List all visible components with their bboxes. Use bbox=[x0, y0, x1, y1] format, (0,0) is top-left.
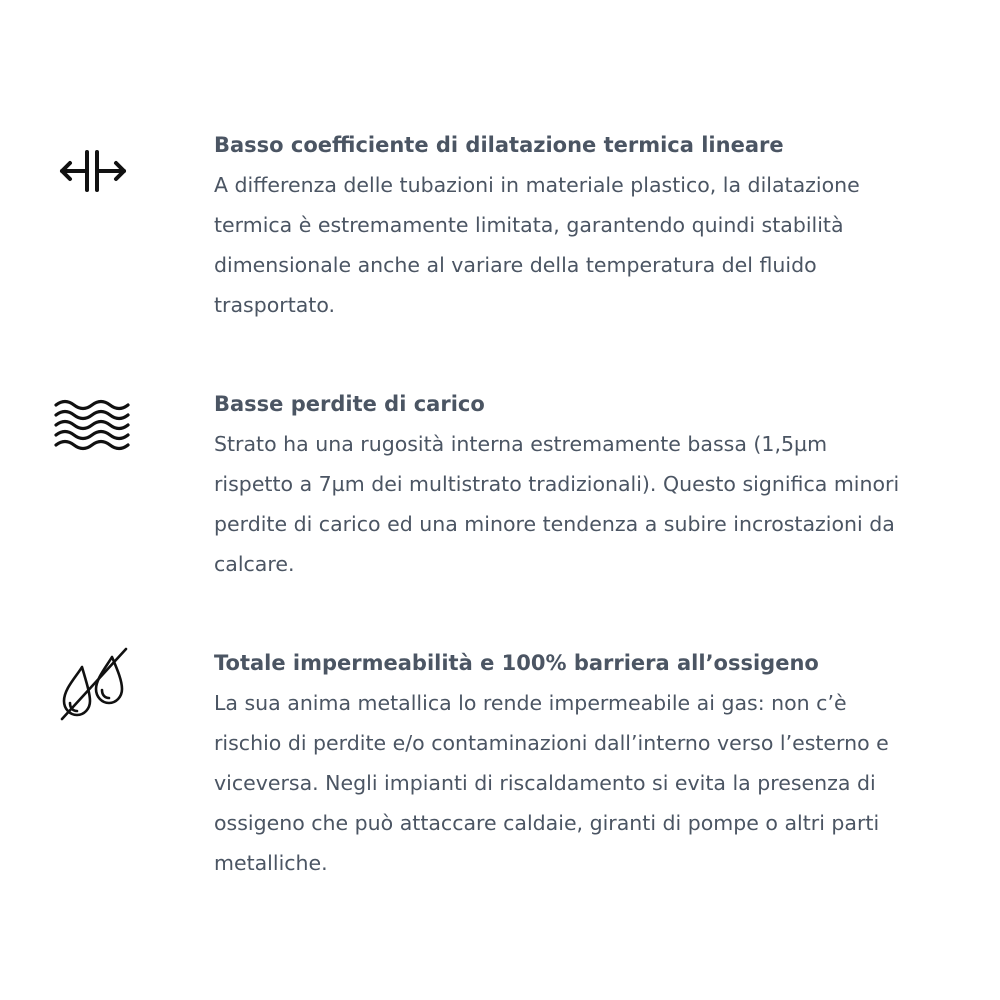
waves-icon bbox=[52, 387, 132, 467]
feature-title: Basse perdite di carico bbox=[214, 392, 485, 416]
feature-title: Totale impermeabilità e 100% barriera all’ossigeno bbox=[214, 651, 819, 675]
description-line: termica è estremamente limitata, garantendo quindi stabilità bbox=[214, 213, 844, 237]
feature-description bbox=[214, 683, 974, 883]
no-drops-icon bbox=[52, 643, 132, 723]
feature-description bbox=[214, 165, 974, 325]
feature-title: Basso coefficiente di dilatazione termica lineare bbox=[214, 133, 784, 157]
description-line: ossigeno che può attaccare caldaie, giranti di pompe o altri parti bbox=[214, 811, 880, 835]
description-line: rispetto a 7µm dei multistrato tradizionali). Questo significa minori bbox=[214, 472, 900, 496]
description-line: dimensionale anche al variare della temperatura del fluido bbox=[214, 253, 817, 277]
feature-description bbox=[214, 424, 974, 584]
description-line: metalliche. bbox=[214, 851, 328, 875]
description-line: viceversa. Negli impianti di riscaldamento si evita la presenza di bbox=[214, 771, 876, 795]
description-line: La sua anima metallica lo rende impermeabile ai gas: non c’è bbox=[214, 691, 847, 715]
description-line: A differenza delle tubazioni in materiale plastico, la dilatazione bbox=[214, 173, 860, 197]
description-line: Strato ha una rugosità interna estremamente bassa (1,5µm bbox=[214, 432, 828, 456]
thermal-expansion-arrows-icon bbox=[52, 130, 132, 210]
description-line: trasportato. bbox=[214, 293, 336, 317]
description-line: calcare. bbox=[214, 552, 295, 576]
description-line: perdite di carico ed una minore tendenza a subire incrostazioni da bbox=[214, 512, 895, 536]
description-line: rischio di perdite e/o contaminazioni dall’interno verso l’esterno e bbox=[214, 731, 889, 755]
